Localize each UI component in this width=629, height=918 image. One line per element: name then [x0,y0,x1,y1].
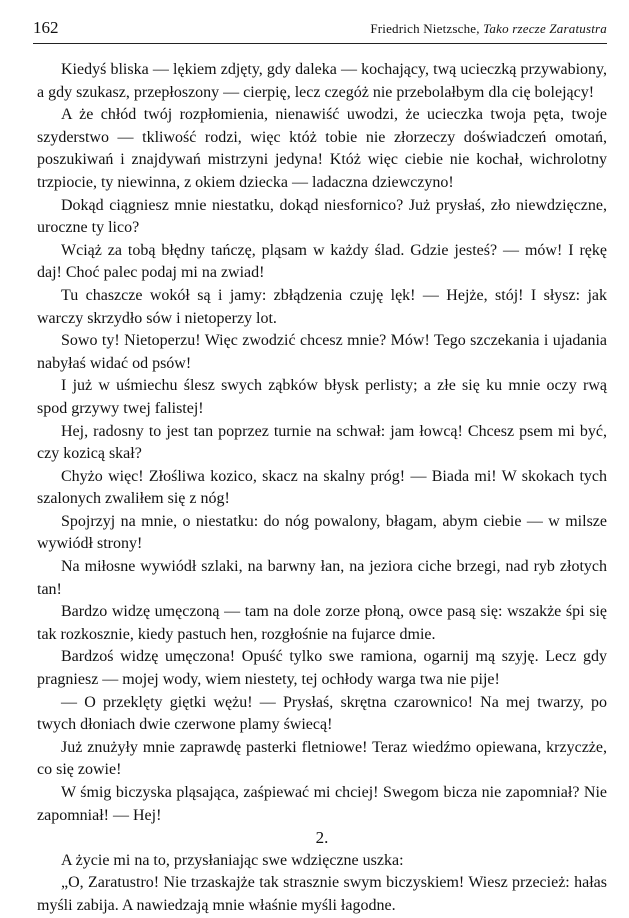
paragraph: A że chłód twój rozpłomienia, nienawiść uwodzi, że ucieczka twoja pęta, twoje szyderstwo — tkliwość rodzi, więc któż tobie nie złorzeczy doświadczeń omotań, poszukiwań i znajdywań mistrzyni jedyna! Któż więc ciebie nie kochał, wichrolotny trzpiocie, ty niewinna, z okiem dziecka — ladaczna dziewczyno! [37,106,607,191]
body-text [37,59,607,918]
paragraph: I już w uśmiechu ślesz swych ząbków błysk perlisty; a złe się ku mnie oczy rwą spod grzywy twej falistej! [37,377,607,417]
running-head [370,21,607,37]
author-name: Friedrich Nietzsche, [370,21,480,36]
paragraph: Na miłosne wywiódł szlaki, na barwny łan, na jeziora ciche brzegi, nad ryb złotych tan! [37,558,607,598]
paragraph: Bardzoś widzę umęczona! Opuść tylko swe ramiona, ogarnij mą szyję. Lecz gdy pragniesz — mojej wody, wiem niestety, tej ochłody warga twa nie pije! [37,648,607,689]
paragraph: Kiedyś bliska — lękiem zdjęty, gdy daleka — kochający, twą ucieczką przywabiony, a gdy szukasz, przepłoszony — cierpię, lecz czegóż nie przebolałbym dla cię bolejący! [37,61,607,101]
page-number: 162 [33,18,59,37]
paragraph: Sowo ty! Nietoperzu! Więc zwodzić chcesz mnie? Mów! Tego szczekania i ujadania nabyłaś widać od psów! [37,332,607,372]
paragraph: Już znużyły mnie zaprawdę pasterki fletniowe! Teraz wiedźmo opiewana, krzyczże, co się zowie! [37,738,607,779]
book-title: Tako rzecze Zaratustra [483,21,607,36]
paragraph: Wciąż za tobą błędny tańczę, pląsam w każdy ślad. Gdzie jesteś? — mów! I rękę daj! Choć palec podaj mi na zwiad! [37,241,607,282]
paragraph: „O, Zaratustro! Nie trzaskajże tak strasznie swym biczyskiem! Wiesz przecież: hałas myśli zabija. A nawiedzają mnie właśnie myśli łagodne. [37,874,607,914]
paragraph: Hej, radosny to jest tan poprzez turnie na schwał: jam łowcą! Chcesz psem mi być, czy kozicą skał? [37,422,607,463]
paragraph: Tu chaszcze wokół są i jamy: zbłądzenia czuję lęk! — Hejże, stój! I słysz: jak warczy skrzydło sów i nietoperzy lot. [37,286,607,327]
paragraph: Dokąd ciągniesz mnie niestatku, dokąd niesfornico? Już prysłaś, zło niewdzięczne, uroczne ty lico? [37,196,607,237]
paragraph: Chyżo więc! Złośliwa kozico, skacz na skalny próg! — Biada mi! W skokach tych szalonych zwaliłem się z nóg! [37,467,607,508]
paragraph: — O przeklęty giętki wężu! — Prysłaś, skrętna czarownico! Na mej twarzy, po twych dłoniach dwie czerwone plamy świecą! [37,693,607,734]
section-number: 2. [315,828,329,848]
running-header [33,18,607,44]
paragraph: W śmig biczyska pląsająca, zaśpiewać mi chciej! Swegom bicza nie zapomniał? Nie zapomniał! — Hej! [37,784,607,824]
paragraph: A życie mi na to, przysłaniając swe wdzięczne uszka: [61,851,404,869]
paragraph: Bardzo widzę umęczoną — tam na dole zorze płoną, owce pasą się: wszakże śpi się tak rozkosznie, kiedy pastuch hen, rozgłośnie na fujarce dmie. [37,603,607,643]
paragraph: Spojrzyj na mnie, o niestatku: do nóg powalony, błagam, abym ciebie — w milsze wywiódł strony! [37,512,607,553]
